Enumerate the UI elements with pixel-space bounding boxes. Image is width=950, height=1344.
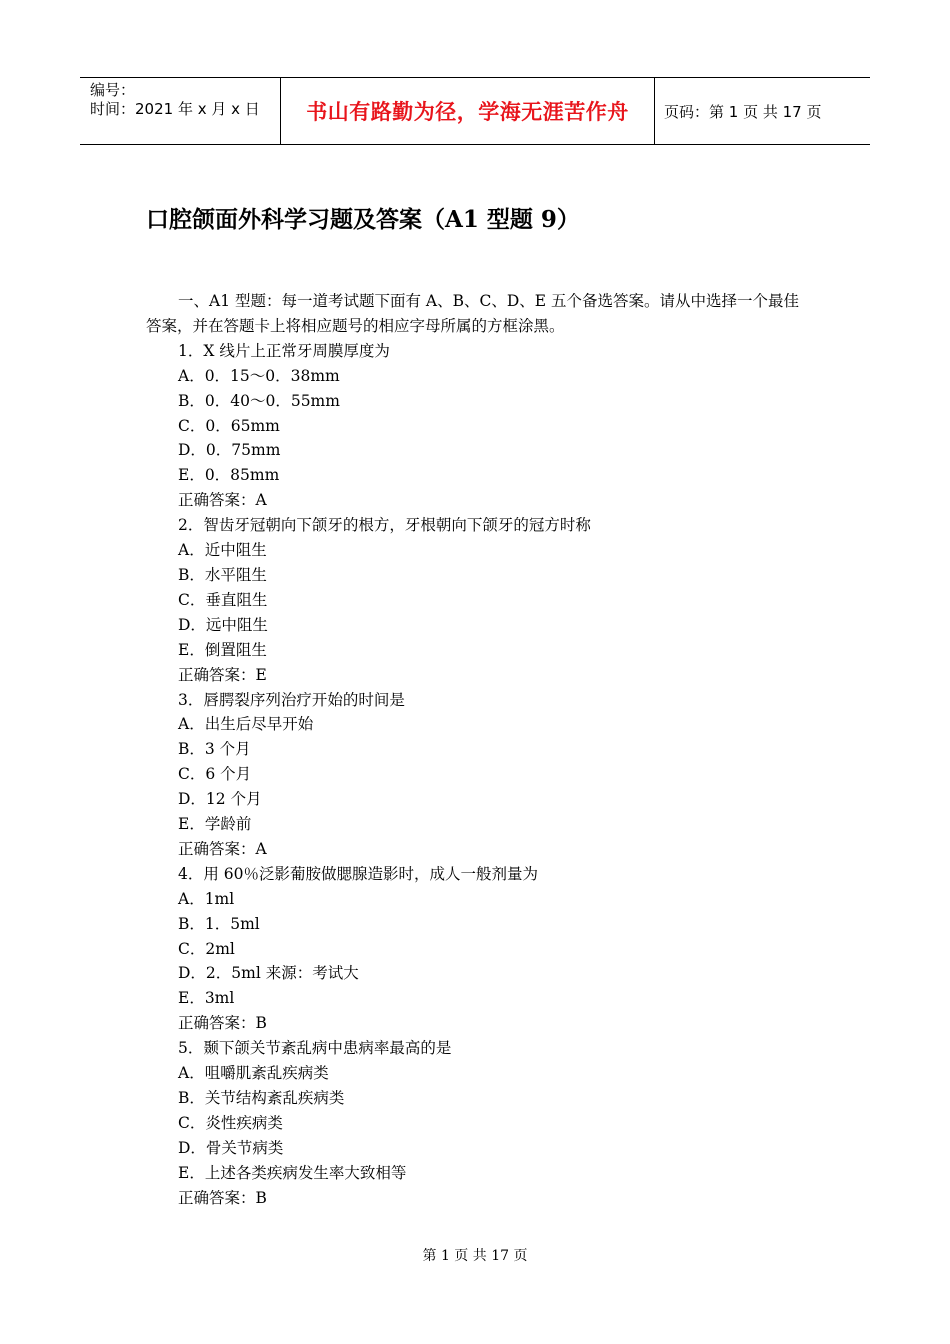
- document-title: 口腔颌面外科学习题及答案（A1 型题 9）: [146, 206, 580, 233]
- answer-option: E．倒置阻生: [178, 640, 267, 659]
- question-stem: 4．用 60％泛影葡胺做腮腺造影时，成人一般剂量为: [178, 864, 539, 883]
- correct-answer: 正确答案：A: [178, 839, 267, 858]
- answer-option: C．0．65mm: [178, 416, 280, 435]
- correct-answer: 正确答案：E: [178, 665, 267, 684]
- question-item: [146, 339, 811, 513]
- answer-option: C．2ml: [178, 939, 235, 958]
- question-stem: 1．X 线片上正常牙周膜厚度为: [178, 341, 390, 360]
- answer-option: E．上述各类疾病发生率大致相等: [178, 1163, 407, 1182]
- answer-option: B．0．40～0．55mm: [178, 391, 340, 410]
- answer-option: A．近中阻生: [178, 541, 267, 560]
- header-page-info: 页码：第 1 页 共 17 页: [664, 103, 822, 121]
- correct-answer: 正确答案：B: [178, 1188, 267, 1207]
- answer-option: D．2．5ml 来源：考试大: [178, 964, 359, 983]
- answer-option: B．关节结构紊乱疾病类: [178, 1089, 345, 1107]
- answer-option: B．水平阻生: [178, 565, 267, 584]
- header-time-label: 时间：2021 年 x 月 x 日: [90, 100, 260, 118]
- correct-answer: 正确答案：B: [178, 1014, 267, 1033]
- question-item: [146, 513, 811, 687]
- answer-option: E．3ml: [178, 989, 235, 1008]
- answer-option: B．3 个月: [178, 740, 251, 759]
- question-item: [146, 862, 811, 1036]
- correct-answer: 正确答案：A: [178, 491, 267, 510]
- answer-option: A．0．15～0．38mm: [178, 366, 340, 385]
- answer-option: D．12 个月: [178, 790, 262, 809]
- question-stem: 3．唇腭裂序列治疗开始的时间是: [178, 690, 405, 709]
- answer-option: C．6 个月: [178, 765, 252, 784]
- header-number-label: 编号：: [90, 81, 136, 99]
- answer-option: C．炎性疾病类: [178, 1113, 283, 1132]
- question-stem: 5．颞下颌关节紊乱病中患病率最高的是: [178, 1039, 452, 1058]
- answer-option: A．出生后尽早开始: [178, 715, 314, 734]
- answer-option: D．0．75mm: [178, 441, 281, 460]
- answer-option: C．垂直阻生: [178, 590, 268, 609]
- question-item: [146, 1036, 811, 1210]
- question-list: [146, 339, 811, 1211]
- page-header: [80, 77, 870, 145]
- question-stem: 2．智齿牙冠朝向下颌牙的根方，牙根朝向下颌牙的冠方时称: [178, 516, 591, 535]
- document-body: [146, 289, 811, 1211]
- answer-option: D．远中阻生: [178, 615, 268, 634]
- answer-option: A．1ml: [178, 889, 235, 908]
- answer-option: E．0．85mm: [178, 466, 280, 485]
- header-meta: [80, 78, 281, 144]
- page-footer: 第 1 页 共 17 页: [422, 1248, 528, 1264]
- answer-option: B．1．5ml: [178, 914, 260, 933]
- header-motto: 书山有路勤为径，学海无涯苦作舟: [281, 78, 655, 144]
- question-item: [146, 688, 811, 862]
- answer-option: A．咀嚼肌紊乱疾病类: [178, 1064, 329, 1083]
- answer-option: D．骨关节病类: [178, 1138, 284, 1157]
- answer-option: E．学龄前: [178, 815, 252, 834]
- intro-paragraph: 一、A1 型题：每一道考试题下面有 A、B、C、D、E 五个备选答案。请从中选择一个最佳答案，并在答题卡上将相应题号的相应字母所属的方框涂黑。: [146, 292, 800, 335]
